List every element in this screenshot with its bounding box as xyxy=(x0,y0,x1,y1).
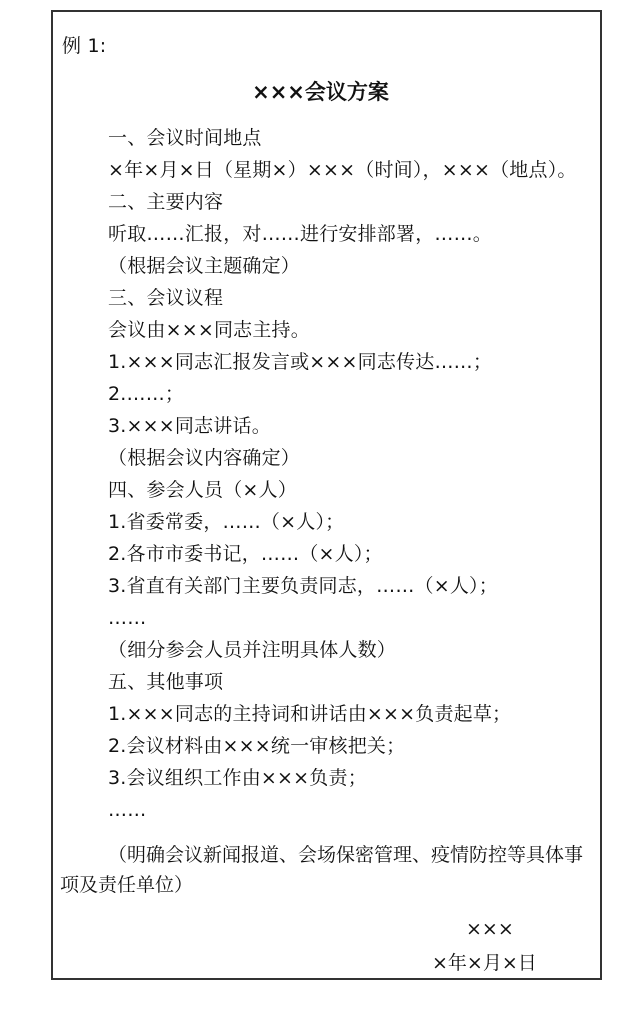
agenda-item: 2.……； xyxy=(108,383,185,405)
ellipsis-line: …… xyxy=(108,799,147,821)
ellipsis-line: …… xyxy=(108,607,147,629)
document-title: ×××会议方案 xyxy=(252,80,389,104)
other-matter-item: 2.会议材料由×××统一审核把关； xyxy=(108,735,406,757)
body-line: 会议由×××同志主持。 xyxy=(108,319,310,341)
section-heading-other-matters: 五、其他事项 xyxy=(108,671,224,693)
body-line: ×年×月×日（星期×）×××（时间），×××（地点）。 xyxy=(108,159,577,181)
guidance-note: （根据会议内容确定） xyxy=(108,447,301,469)
other-matter-item: 1.×××同志的主持词和讲话由×××负责起草； xyxy=(108,703,512,725)
agenda-item: 1.×××同志汇报发言或×××同志传达……； xyxy=(108,351,493,373)
other-matter-item: 3.会议组织工作由×××负责； xyxy=(108,767,367,789)
agenda-item: 3.×××同志讲话。 xyxy=(108,415,271,437)
section-heading-agenda: 三、会议议程 xyxy=(108,287,224,309)
section-heading-main-content: 二、主要内容 xyxy=(108,191,224,213)
signature-organization: ××× xyxy=(466,918,514,940)
example-label: 例 1: xyxy=(62,35,107,57)
attendee-item: 2.各市市委书记，……（×人）； xyxy=(108,543,383,565)
final-guidance-note: （明确会议新闻报道、会场保密管理、疫情防控等具体事项及责任单位） xyxy=(60,844,584,896)
signature-date: ×年×月×日 xyxy=(432,952,537,974)
guidance-note: （细分参会人员并注明具体人数） xyxy=(108,639,397,661)
section-heading-time-place: 一、会议时间地点 xyxy=(108,127,262,149)
section-heading-attendees: 四、参会人员（×人） xyxy=(108,479,297,501)
body-line: 听取……汇报，对……进行安排部署，……。 xyxy=(108,223,493,245)
attendee-item: 3.省直有关部门主要负责同志，……（×人）； xyxy=(108,575,498,597)
guidance-note: （根据会议主题确定） xyxy=(108,255,301,277)
attendee-item: 1.省委常委，……（×人）； xyxy=(108,511,345,533)
